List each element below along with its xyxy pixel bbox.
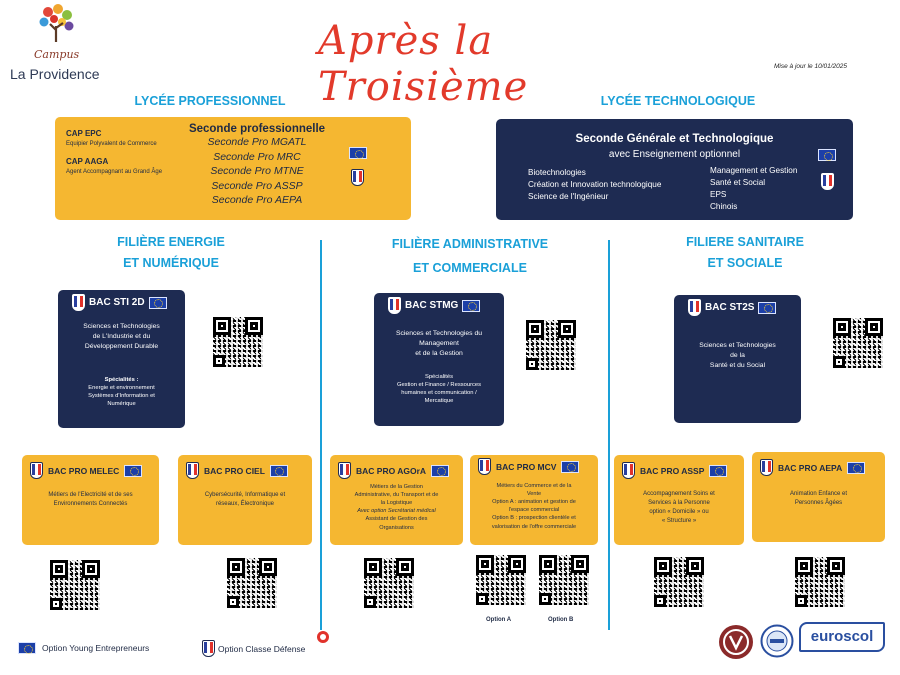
desc-line: et de la Gestion xyxy=(415,349,463,357)
qr-code[interactable] xyxy=(795,557,845,607)
seconde-pro-option: Seconde Pro ASSP xyxy=(211,179,303,192)
desc-line: Animation Enfance et xyxy=(789,491,848,497)
logo-name: La Providence xyxy=(10,66,100,82)
spec-line: Systèmes d'Information et xyxy=(88,393,155,400)
desc-line: la Logistique xyxy=(380,500,413,507)
legend-classe-defense xyxy=(202,640,305,657)
heading-line: ET SOCIALE xyxy=(707,256,783,270)
classe-defense-shield-icon xyxy=(351,169,364,186)
heading-line: FILIÈRE ENERGIE xyxy=(117,235,225,249)
qr-code-option-b[interactable] xyxy=(539,555,589,605)
desc-line: Personnes Âgées xyxy=(794,500,843,506)
desc-line: Option A : animation et gestion de xyxy=(492,499,576,506)
desc-line: option « Domicile » ou xyxy=(649,509,709,515)
bac-pro-desc xyxy=(27,491,154,509)
tech-option: EPS xyxy=(710,190,727,199)
bac-pro-desc xyxy=(335,483,458,532)
bac-pro-agora-card xyxy=(330,455,463,545)
legend-label: Option Classe Défense xyxy=(218,643,306,654)
bac-pro-ciel-card xyxy=(178,455,312,545)
seconde-gt-title: Seconde Générale et Technologique xyxy=(575,133,774,145)
bac-sti2d-card xyxy=(58,290,185,428)
tech-options-right xyxy=(710,165,797,213)
bac-pro-desc xyxy=(757,490,880,508)
desc-line: « Structure » xyxy=(661,518,697,524)
desc-line: Vente xyxy=(526,491,542,498)
bac-pro-mcv-card xyxy=(470,455,598,545)
eu-flag-icon xyxy=(431,465,449,477)
bac-pro-aepa-card xyxy=(752,452,885,542)
qr-code[interactable] xyxy=(526,320,576,370)
qr-label-option-b: Option B xyxy=(548,617,574,623)
tech-option: Management et Gestion xyxy=(710,166,798,175)
seconde-pro xyxy=(183,123,331,208)
desc-line: Métiers de la Gestion xyxy=(370,484,423,490)
update-date: Mise à jour le 10/01/2025 xyxy=(774,63,847,70)
tech-option: Santé et Social xyxy=(710,178,766,187)
desc-line: Santé et du Social xyxy=(709,361,766,369)
bac-pro-header xyxy=(622,462,727,479)
bac-stmg-card xyxy=(374,293,504,426)
heading-line: FILIÈRE ADMINISTRATIVE xyxy=(391,237,549,251)
bac-pro-assp-card xyxy=(614,455,744,545)
eu-flag-icon xyxy=(270,465,288,477)
desc-line: Environnements Connectés xyxy=(53,501,128,507)
desc-line: l'espace commercial xyxy=(508,507,560,514)
spec-line: Numérique xyxy=(107,401,136,408)
bac-desc xyxy=(680,341,795,371)
eu-flag-icon xyxy=(709,465,727,477)
column-divider xyxy=(320,240,322,630)
campus-logo xyxy=(6,4,106,86)
heading-line: ET NUMÉRIQUE xyxy=(123,256,219,270)
bac-pro-header xyxy=(30,462,142,479)
classe-defense-shield-icon xyxy=(202,640,215,657)
lycee-tech-heading: LYCÉE TECHNOLOGIQUE xyxy=(600,94,756,108)
bac-pro-title: BAC PRO ASSP xyxy=(640,465,705,476)
partner-logo-icon xyxy=(718,624,754,660)
lycee-pro-box xyxy=(55,117,411,220)
eu-flag-icon xyxy=(758,302,776,314)
desc-line: de L'Industrie et du xyxy=(92,332,151,340)
bac-pro-desc xyxy=(475,482,593,531)
bac-pro-title: BAC PRO MCV xyxy=(496,461,557,472)
bac-st2s-card xyxy=(674,295,801,423)
bac-title: BAC ST2S xyxy=(705,302,755,313)
spec-line: Mercatique xyxy=(424,398,454,405)
filiere-energie-heading xyxy=(96,232,246,274)
heading-line: ET COMMERCIALE xyxy=(413,261,527,275)
seconde-pro-option: Seconde Pro AEPA xyxy=(211,194,303,206)
option-italic: Avec option Secrétariat médical xyxy=(357,508,436,515)
seconde-gt-subtitle: avec Enseignement optionnel xyxy=(608,149,741,160)
qr-code[interactable] xyxy=(227,558,277,608)
tech-option: Biotechnologies xyxy=(528,168,586,177)
filiere-sanitaire-heading xyxy=(670,232,820,274)
desc-line: Sciences et Technologies xyxy=(699,342,776,349)
seconde-pro-title: Seconde professionnelle xyxy=(188,123,326,135)
desc-line: de la xyxy=(730,351,745,359)
legend-young-entrepreneurs xyxy=(18,642,149,654)
bac-desc xyxy=(380,329,498,359)
bac-header xyxy=(388,297,480,314)
lycee-tech-box xyxy=(496,119,853,220)
bac-title: BAC STMG xyxy=(405,300,459,311)
eu-flag-icon xyxy=(847,462,865,474)
seconde-pro-option: Seconde Pro MRC xyxy=(213,150,301,163)
eu-flag-icon xyxy=(349,147,367,159)
filiere-admin-heading xyxy=(372,232,568,280)
bac-specialites xyxy=(64,376,179,408)
desc-line: réseaux, Électronique xyxy=(215,501,275,507)
legend-label: Option Young Entrepreneurs xyxy=(42,643,150,653)
red-badge-icon xyxy=(316,630,330,644)
eu-flag-icon xyxy=(124,465,142,477)
eu-flag-icon xyxy=(18,642,36,654)
qr-code-option-a[interactable] xyxy=(476,555,526,605)
desc-line: Sciences et Technologies du xyxy=(395,330,483,337)
bac-pro-header xyxy=(186,462,288,479)
bac-header xyxy=(688,299,776,316)
tech-options-left xyxy=(528,167,661,203)
cap-epc-desc: Equipier Polyvalent de Commerce xyxy=(66,140,157,147)
tech-option: Chinois xyxy=(710,202,738,211)
classe-defense-shield-icon xyxy=(72,294,85,311)
classe-defense-shield-icon xyxy=(688,299,701,316)
classe-defense-shield-icon xyxy=(186,462,199,479)
desc-line: Option B : prospection clientèle et xyxy=(492,515,576,522)
eu-flag-icon xyxy=(149,297,167,309)
tech-option: Science de l'Ingénieur xyxy=(528,192,609,201)
classe-defense-shield-icon xyxy=(821,173,834,190)
cap-aaga-title: CAP AAGA xyxy=(66,156,109,166)
lycee-pro-heading: LYCÉE PROFESSIONNEL xyxy=(134,94,286,108)
desc-line: Développement Durable xyxy=(84,342,159,350)
classe-defense-shield-icon xyxy=(30,462,43,479)
tree-logo-icon xyxy=(36,4,76,42)
eu-flag-icon xyxy=(818,149,836,161)
cap-epc-title: CAP EPC xyxy=(66,129,102,138)
seconde-pro-option: Seconde Pro MTNE xyxy=(210,165,304,177)
classe-defense-shield-icon xyxy=(478,458,491,475)
qr-code[interactable] xyxy=(213,317,263,367)
spec-title: Spécialités : xyxy=(104,377,139,383)
bac-pro-header xyxy=(760,459,865,476)
cap-list xyxy=(66,129,176,176)
desc-line: Sciences et Technologies xyxy=(83,323,160,330)
classe-defense-shield-icon xyxy=(760,459,773,476)
qr-code[interactable] xyxy=(654,557,704,607)
bac-pro-header xyxy=(478,458,579,475)
page-title: Après la Troisième xyxy=(318,18,529,110)
cap-aaga-desc: Agent Accompagnant au Grand Âge xyxy=(66,168,163,175)
qr-code[interactable] xyxy=(50,560,100,610)
logo-script-text: Campus xyxy=(34,48,80,61)
desc-line: Métiers de l'Electricité et de ses xyxy=(48,492,133,498)
seconde-pro-option: Seconde Pro MGATL xyxy=(207,136,307,148)
bac-pro-title: BAC PRO AGOrA xyxy=(356,465,427,476)
desc-line: Cybersécurité, Informatique et xyxy=(204,492,286,498)
classe-defense-shield-icon xyxy=(622,462,635,479)
spec-title: Spécialités xyxy=(424,374,454,380)
spec-line: Energie et environnement xyxy=(88,385,155,392)
classe-defense-shield-icon xyxy=(338,462,351,479)
bac-pro-header xyxy=(338,462,449,479)
desc-line: Accompagnement Soins et xyxy=(643,491,715,497)
bac-pro-title: BAC PRO MELEC xyxy=(48,465,120,476)
desc-line: Management xyxy=(419,339,459,347)
desc-line: Assistant de Gestion des xyxy=(365,516,428,523)
bac-title: BAC STI 2D xyxy=(89,297,145,308)
desc-line: Métiers du Commerce et de la xyxy=(496,483,572,489)
ecole-partner-logo-icon xyxy=(760,624,794,658)
bac-pro-title: BAC PRO AEPA xyxy=(778,462,843,473)
desc-line: valorisation de l'offre commerciale xyxy=(491,523,577,530)
desc-line: Administrative, du Transport et de xyxy=(354,492,439,499)
spec-line: Gestion et Finance / Ressources xyxy=(396,382,482,389)
eu-flag-icon xyxy=(561,461,579,473)
bac-specialites xyxy=(380,373,498,405)
tech-option: Création et Innovation technologique xyxy=(528,180,662,189)
bac-pro-melec-card xyxy=(22,455,159,545)
euroscol-logo: euroscol xyxy=(799,622,885,652)
desc-line: Organisations xyxy=(379,524,414,531)
bac-pro-title: BAC PRO CIEL xyxy=(204,465,265,476)
bac-header xyxy=(72,294,167,311)
qr-code[interactable] xyxy=(364,558,414,608)
qr-label-option-a: Option A xyxy=(486,617,512,623)
bac-desc xyxy=(64,322,179,352)
heading-line: FILIERE SANITAIRE xyxy=(686,235,804,249)
bac-pro-desc xyxy=(619,490,739,526)
column-divider xyxy=(608,240,610,630)
eu-flag-icon xyxy=(462,300,480,312)
spec-line: humaines et communication / xyxy=(401,390,477,397)
desc-line: Services à la Personne xyxy=(648,500,710,506)
qr-code[interactable] xyxy=(833,318,883,368)
classe-defense-shield-icon xyxy=(388,297,401,314)
bac-pro-desc xyxy=(183,491,307,509)
